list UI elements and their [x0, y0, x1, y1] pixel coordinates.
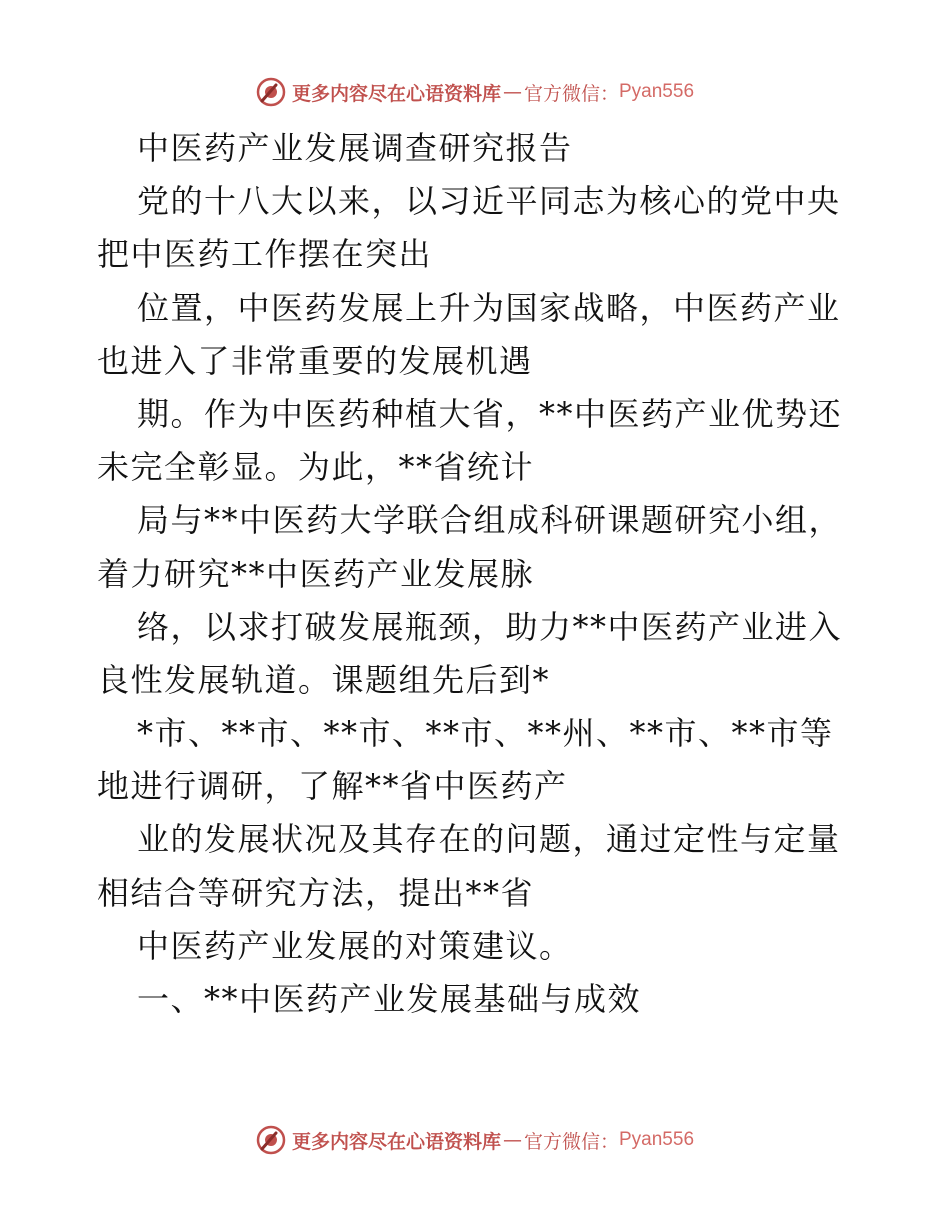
paragraph-line: 络，以求打破发展瓶颈，助力**中医药产业进入 [137, 607, 843, 646]
paragraph-line: 良性发展轨道。课题组先后到* [97, 660, 551, 699]
paragraph-line: 局与**中医药大学联合组成科研课题研究小组， [137, 501, 843, 540]
paragraph-line: 未完全彰显。为此，**省统计 [97, 448, 535, 487]
paragraph-line: 位置，中医药发展上升为国家战略，中医药产业 [137, 288, 841, 327]
document-title: 中医药产业发展调查研究报告 [137, 129, 573, 167]
paragraph-line: 业的发展状况及其存在的问题，通过定性与定量 [137, 820, 841, 859]
brand-logo-icon [256, 77, 286, 107]
header-watermark [0, 72, 950, 112]
paragraph-line: 地进行调研，了解**省中医药产 [97, 767, 568, 806]
paragraph-line: 相结合等研究方法，提出**省 [97, 873, 535, 912]
watermark-wechat-id: Pyan556 [619, 1129, 695, 1150]
footer-watermark [0, 1120, 950, 1160]
watermark-text: 更多内容尽在心语资料库 [291, 82, 501, 105]
paragraph-line: 中医药产业发展的对策建议。 [137, 926, 573, 965]
paragraph-line: 期。作为中医药种植大省，**中医药产业优势还 [137, 394, 843, 433]
paragraph-line: 着力研究**中医药产业发展脉 [97, 554, 535, 593]
paragraph-line: 党的十八大以来，以习近平同志为核心的党中央 [137, 182, 841, 221]
watermark-separator: — [502, 81, 522, 103]
brand-logo-icon [256, 1125, 286, 1155]
watermark-separator: — [502, 1129, 522, 1151]
paragraph-line: *市、**市、**市、**市、**州、**市、**市等 [137, 714, 834, 753]
watermark-official-label: 官方微信： [523, 82, 619, 105]
document-body [97, 122, 857, 1026]
watermark-text: 更多内容尽在心语资料库 [291, 1130, 501, 1153]
paragraph-line: 把中医药工作摆在突出 [97, 235, 433, 274]
paragraph-line: 也进入了非常重要的发展机遇 [97, 341, 533, 380]
watermark-wechat-id: Pyan556 [619, 81, 695, 102]
section-heading: 一、**中医药产业发展基础与成效 [137, 980, 642, 1018]
watermark-official-label: 官方微信： [523, 1130, 619, 1153]
